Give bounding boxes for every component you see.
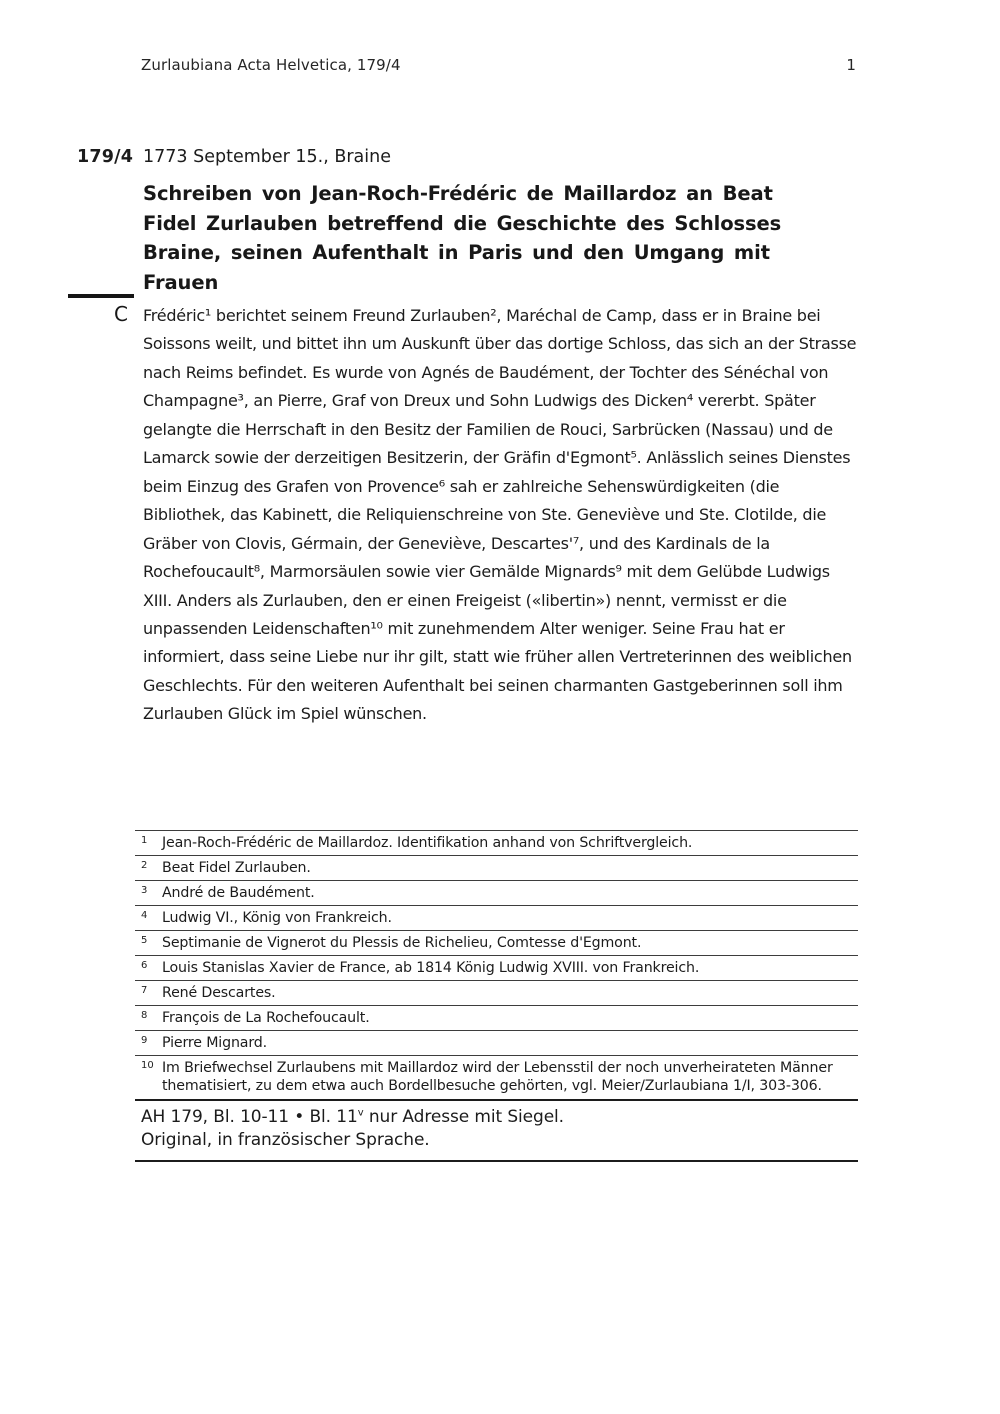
footnote-text: Louis Stanislas Xavier de France, ab 1814 König Ludwig XVIII. von Frankreich.	[162, 959, 700, 976]
entry-dateline: 1773 September 15., Braine	[143, 147, 391, 167]
entry-title: Schreiben von Jean-Roch-Frédéric de Maillardoz an Beat Fidel Zurlauben betreffend die Geschichte des Schlosses Braine, seinen Aufenthalt in Paris und den Umgang mit Frauen	[143, 182, 782, 294]
footnote-number: 3	[141, 885, 148, 896]
footnote-row	[135, 905, 858, 930]
footnote-row	[135, 980, 858, 1005]
footnote-row	[135, 880, 858, 905]
footnote-text: André de Baudément.	[162, 884, 315, 901]
footnote-row	[135, 930, 858, 955]
footnote-text: Beat Fidel Zurlauben.	[162, 859, 311, 876]
footnote-number: 6	[141, 960, 148, 971]
footnote-text: Ludwig VI., König von Frankreich.	[162, 909, 392, 926]
page-header	[141, 56, 856, 74]
footnote-text: Pierre Mignard.	[162, 1034, 267, 1051]
footnote-number: 9	[141, 1035, 148, 1046]
language-note: Original, in französischer Sprache.	[141, 1130, 430, 1150]
footnote-text: Septimanie de Vignerot du Plessis de Richelieu, Comtesse d'Egmont.	[162, 934, 642, 951]
summary-paragraph: Frédéric¹ berichtet seinem Freund Zurlauben², Maréchal de Camp, dass er in Braine bei Soissons weilt, und bittet ihn um Auskunft über das dortige Schloss, das sich an der Strasse nach Reims befindet. Es wurde von Agnés de Baudément, der Tochter des Sénéchal von Champagne³, an Pierre, Graf von Dreux und Sohn Ludwigs des Dicken⁴ vererbt. Später gelangte die Herrschaft in den Besitz der Familien de Rouci, Sarbrücken (Nassau) und de Lamarck sowie der derzeitigen Besitzerin, der Gräfin d'Egmont⁵. Anlässlich seines Dienstes beim Einzug des Grafen von Provence⁶ sah er zahlreiche Sehenswürdigkeiten (die Bibliothek, das Kabinett, die Reliquienschreine von Ste. Geneviève und Ste. Clotilde, die Gräber von Clovis, Gérmain, der Geneviève, Descartes'⁷, und des Kardinals de la Rochefoucault⁸, Marmorsäulen sowie vier Gemälde Mignards⁹ mit dem Gelübde Ludwigs XIII. Anders als Zurlauben, den er einen Freigeist («libertin») nennt, vermisst er die unpassenden Leidenschaften¹⁰ mit zunehmendem Alter weniger. Seine Frau hat er informiert, dass seine Liebe nur ihr gilt, statt wie früher allen Vertreterinnen des weiblichen Geschlechts. Für den weiteren Aufenthalt bei seinen charmanten Gastgeberinnen soll ihm Zurlauben Glück im Spiel wünschen.	[143, 306, 857, 724]
footnote-number: 10	[141, 1060, 154, 1071]
footnote-row	[135, 1030, 858, 1055]
footnote-number: 5	[141, 935, 148, 946]
entry-heading	[77, 147, 391, 167]
folio-superscript: v	[357, 1106, 364, 1118]
footnote-number: 2	[141, 860, 148, 871]
footnote-text: Im Briefwechsel Zurlaubens mit Maillardoz wird der Lebensstil der noch unverheirateten Männer thematisiert, zu dem etwa auch Bordellbesuche gehörten, vgl. Meier/Zurlaubiana 1/I, 303-306.	[162, 1059, 833, 1094]
archive-reference: AH 179, Bl. 10-11 • Bl. 11$^v$ nur Adresse mit Siegel.	[141, 1106, 564, 1127]
running-title: Zurlaubiana Acta Helvetica, 179/4	[141, 56, 401, 74]
entry-number: 179/4	[77, 147, 134, 167]
footnote-number: 1	[141, 835, 148, 846]
footnote-row	[135, 855, 858, 880]
footnote-text: François de La Rochefoucault.	[162, 1009, 370, 1026]
footnotes-section	[135, 830, 858, 1162]
footnote-text: Jean-Roch-Frédéric de Maillardoz. Identifikation anhand von Schriftvergleich.	[162, 834, 693, 851]
footnote-number: 4	[141, 910, 148, 921]
footnote-text: René Descartes.	[162, 984, 276, 1001]
footnote-number: 7	[141, 985, 148, 996]
margin-mark: C	[114, 302, 128, 326]
footnote-row	[135, 830, 858, 855]
footnote-number: 8	[141, 1010, 148, 1021]
footnote-row	[135, 1005, 858, 1030]
footnote-row	[135, 1055, 858, 1099]
footnote-row	[135, 955, 858, 980]
page-number: 1	[846, 56, 856, 74]
source-section	[135, 1099, 858, 1162]
section-rule	[68, 294, 134, 298]
